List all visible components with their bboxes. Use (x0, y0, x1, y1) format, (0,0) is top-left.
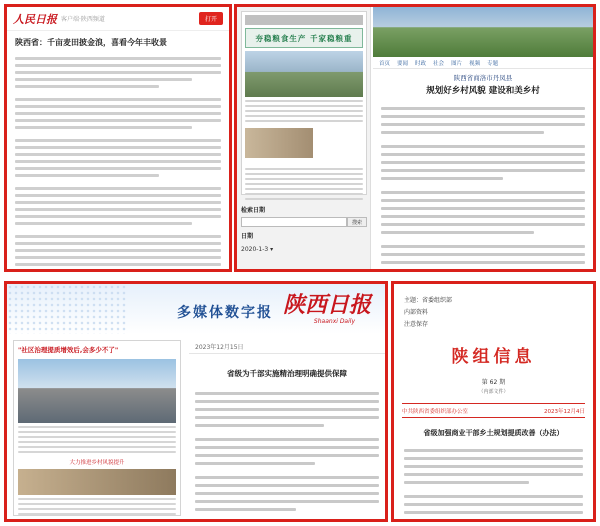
epaper-reader-screenshot (234, 4, 596, 272)
page-banner: 夯稳粮食生产 千家稳粮重 (245, 28, 363, 48)
date-select[interactable]: 2020-1-3 (241, 246, 269, 253)
shaanxi-daily-epaper-screenshot (4, 281, 388, 522)
article-body (7, 57, 229, 272)
page-thumbnail-pane (237, 7, 371, 269)
issuer-org: 中共陕西省委组织部办公室 (402, 409, 469, 415)
nav-item[interactable]: 社会 (433, 60, 445, 67)
app-header (7, 7, 229, 31)
newspaper-page-thumbnail[interactable] (241, 11, 367, 195)
shaanxi-daily-logo: 陕西日报 (282, 292, 371, 318)
page-headline: "社区治理提质增效后,会多少不了" (18, 346, 119, 354)
document-title: 省级加强商业干部乡土规划提质改善（办法） (423, 429, 564, 437)
internal-bulletin-screenshot (391, 281, 596, 522)
issue-date: 2023年12月15日 (189, 340, 385, 354)
article-body (189, 379, 385, 511)
issue-number: 第 62 期 (481, 379, 506, 386)
page-photo-secondary (245, 128, 313, 158)
meta-line: 主题：省委组织部 (404, 297, 453, 304)
search-form-label: 检索日期 (241, 207, 266, 214)
article-title: 规划好乡村风貌 建设和美乡村 (426, 86, 540, 96)
nav-item[interactable]: 视频 (469, 60, 481, 67)
search-form (241, 201, 367, 253)
nav-item[interactable]: 首页 (379, 60, 391, 67)
article-kicker: 陕西省商洛市丹凤县 (453, 74, 513, 82)
article-pane (189, 340, 385, 516)
page-photo (245, 51, 363, 97)
page-subheadline: 大力推进乡村风貌提升 (69, 460, 125, 466)
search-input[interactable] (241, 217, 347, 227)
nav-item[interactable]: 图片 (451, 60, 463, 67)
nav-item[interactable]: 时政 (415, 60, 427, 67)
issue-date: 2023年12月4日 (544, 409, 585, 415)
document-body (394, 438, 593, 522)
issue-note: （内部文件） (478, 389, 509, 395)
nav-item[interactable]: 专题 (487, 60, 499, 67)
people-daily-logo: 人民日报 (13, 12, 57, 26)
search-button[interactable]: 搜索 (347, 217, 367, 227)
open-app-button[interactable]: 打开 (199, 12, 223, 25)
bulletin-masthead: 陕组信息 (451, 347, 536, 367)
article-body (373, 96, 593, 272)
newspaper-page-thumbnail[interactable] (13, 340, 181, 516)
chevron-down-icon[interactable]: ▾ (270, 246, 274, 253)
mobile-article-screenshot (4, 4, 232, 272)
issuer-line (394, 404, 593, 415)
date-label: 日期 (241, 233, 254, 240)
header-subtitle: 客户端·陕西频道 (61, 16, 105, 23)
nav-item[interactable]: 要闻 (397, 60, 409, 67)
page-photo (18, 359, 176, 423)
document-meta (394, 284, 593, 328)
section-title: 多媒体数字报 (177, 305, 273, 321)
meta-line: 内部资料 (404, 309, 429, 316)
red-divider (402, 417, 585, 418)
top-nav (373, 57, 593, 69)
epaper-header (7, 284, 385, 334)
logo-english: Shaanxi Daily (313, 318, 355, 325)
hero-banner-image (373, 7, 593, 57)
article-title: 陕西省：千亩麦田披金浪，喜看今年丰收景 (15, 38, 167, 47)
article-pane (373, 7, 593, 269)
meta-line: 注意保存 (404, 321, 429, 328)
page-photo-secondary (18, 469, 176, 495)
article-title: 省级为千部实施精治理明确提供保障 (227, 369, 347, 378)
